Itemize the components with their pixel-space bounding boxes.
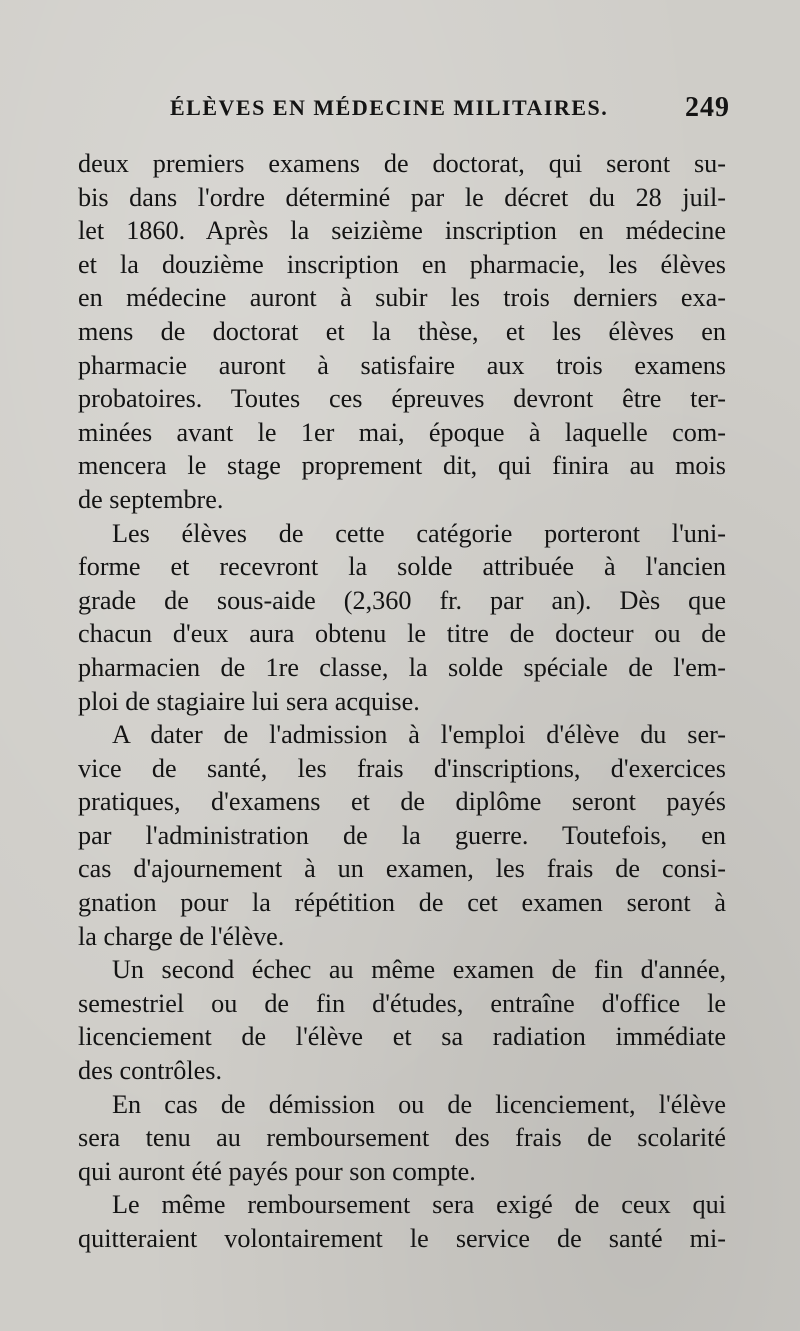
text-line: Les élèves de cette catégorie porteront l'uni-	[112, 518, 726, 548]
text-line: et la douzième inscription en pharmacie, les élèves	[78, 249, 726, 279]
text-line: Le même remboursement sera exigé de ceux qui	[112, 1190, 726, 1220]
text-line: sera tenu au remboursement des frais de scolarité	[78, 1123, 726, 1153]
page-header	[170, 88, 730, 128]
text-line: ploi de stagiaire lui sera acquise.	[78, 686, 420, 716]
body-text	[78, 147, 726, 1256]
text-line: let 1860. Après la seizième inscription en médecine	[78, 216, 726, 246]
text-line: mens de doctorat et la thèse, et les élèves en	[78, 316, 726, 346]
text-line: pharmacie auront à satisfaire aux trois examens	[78, 350, 726, 380]
text-line: A dater de l'admission à l'emploi d'élève du ser-	[112, 720, 726, 750]
text-line: en médecine auront à subir les trois derniers exa-	[78, 283, 726, 313]
text-line: qui auront été payés pour son compte.	[78, 1156, 476, 1186]
text-line: quitteraient volontairement le service de santé mi-	[78, 1224, 726, 1253]
page-number: 249	[685, 92, 730, 123]
running-title: ÉLÈVES EN MÉDECINE MILITAIRES.	[170, 95, 609, 120]
text-line: bis dans l'ordre déterminé par le décret du 28 juil-	[78, 182, 726, 212]
text-line: la charge de l'élève.	[78, 921, 285, 951]
text-line: En cas de démission ou de licenciement, l'élève	[112, 1089, 726, 1119]
text-line: pharmacien de 1re classe, la solde spéciale de l'em-	[78, 652, 726, 682]
text-line: licenciement de l'élève et sa radiation immédiate	[78, 1022, 726, 1052]
text-line: deux premiers examens de doctorat, qui seront su-	[78, 149, 726, 178]
text-line: des contrôles.	[78, 1056, 222, 1086]
text-line: chacun d'eux aura obtenu le titre de docteur ou de	[78, 619, 726, 649]
text-line: de septembre.	[78, 484, 224, 514]
text-line: Un second échec au même examen de fin d'année,	[112, 955, 726, 985]
text-line: par l'administration de la guerre. Toutefois, en	[78, 820, 726, 850]
text-line: semestriel ou de fin d'études, entraîne d'office le	[78, 988, 726, 1018]
text-line: minées avant le 1er mai, époque à laquelle com-	[78, 417, 726, 447]
text-line: probatoires. Toutes ces épreuves devront être ter-	[78, 384, 726, 414]
text-line: pratiques, d'examens et de diplôme seront payés	[78, 787, 726, 817]
text-line: forme et recevront la solde attribuée à l'ancien	[78, 552, 726, 582]
text-line: mencera le stage proprement dit, qui finira au mois	[78, 451, 726, 481]
text-line: cas d'ajournement à un examen, les frais de consi-	[78, 854, 726, 884]
text-line: vice de santé, les frais d'inscriptions, d'exercices	[78, 753, 726, 783]
text-line: gnation pour la répétition de cet examen seront à	[78, 888, 726, 918]
text-line: grade de sous-aide (2,360 fr. par an). Dès que	[78, 585, 726, 615]
